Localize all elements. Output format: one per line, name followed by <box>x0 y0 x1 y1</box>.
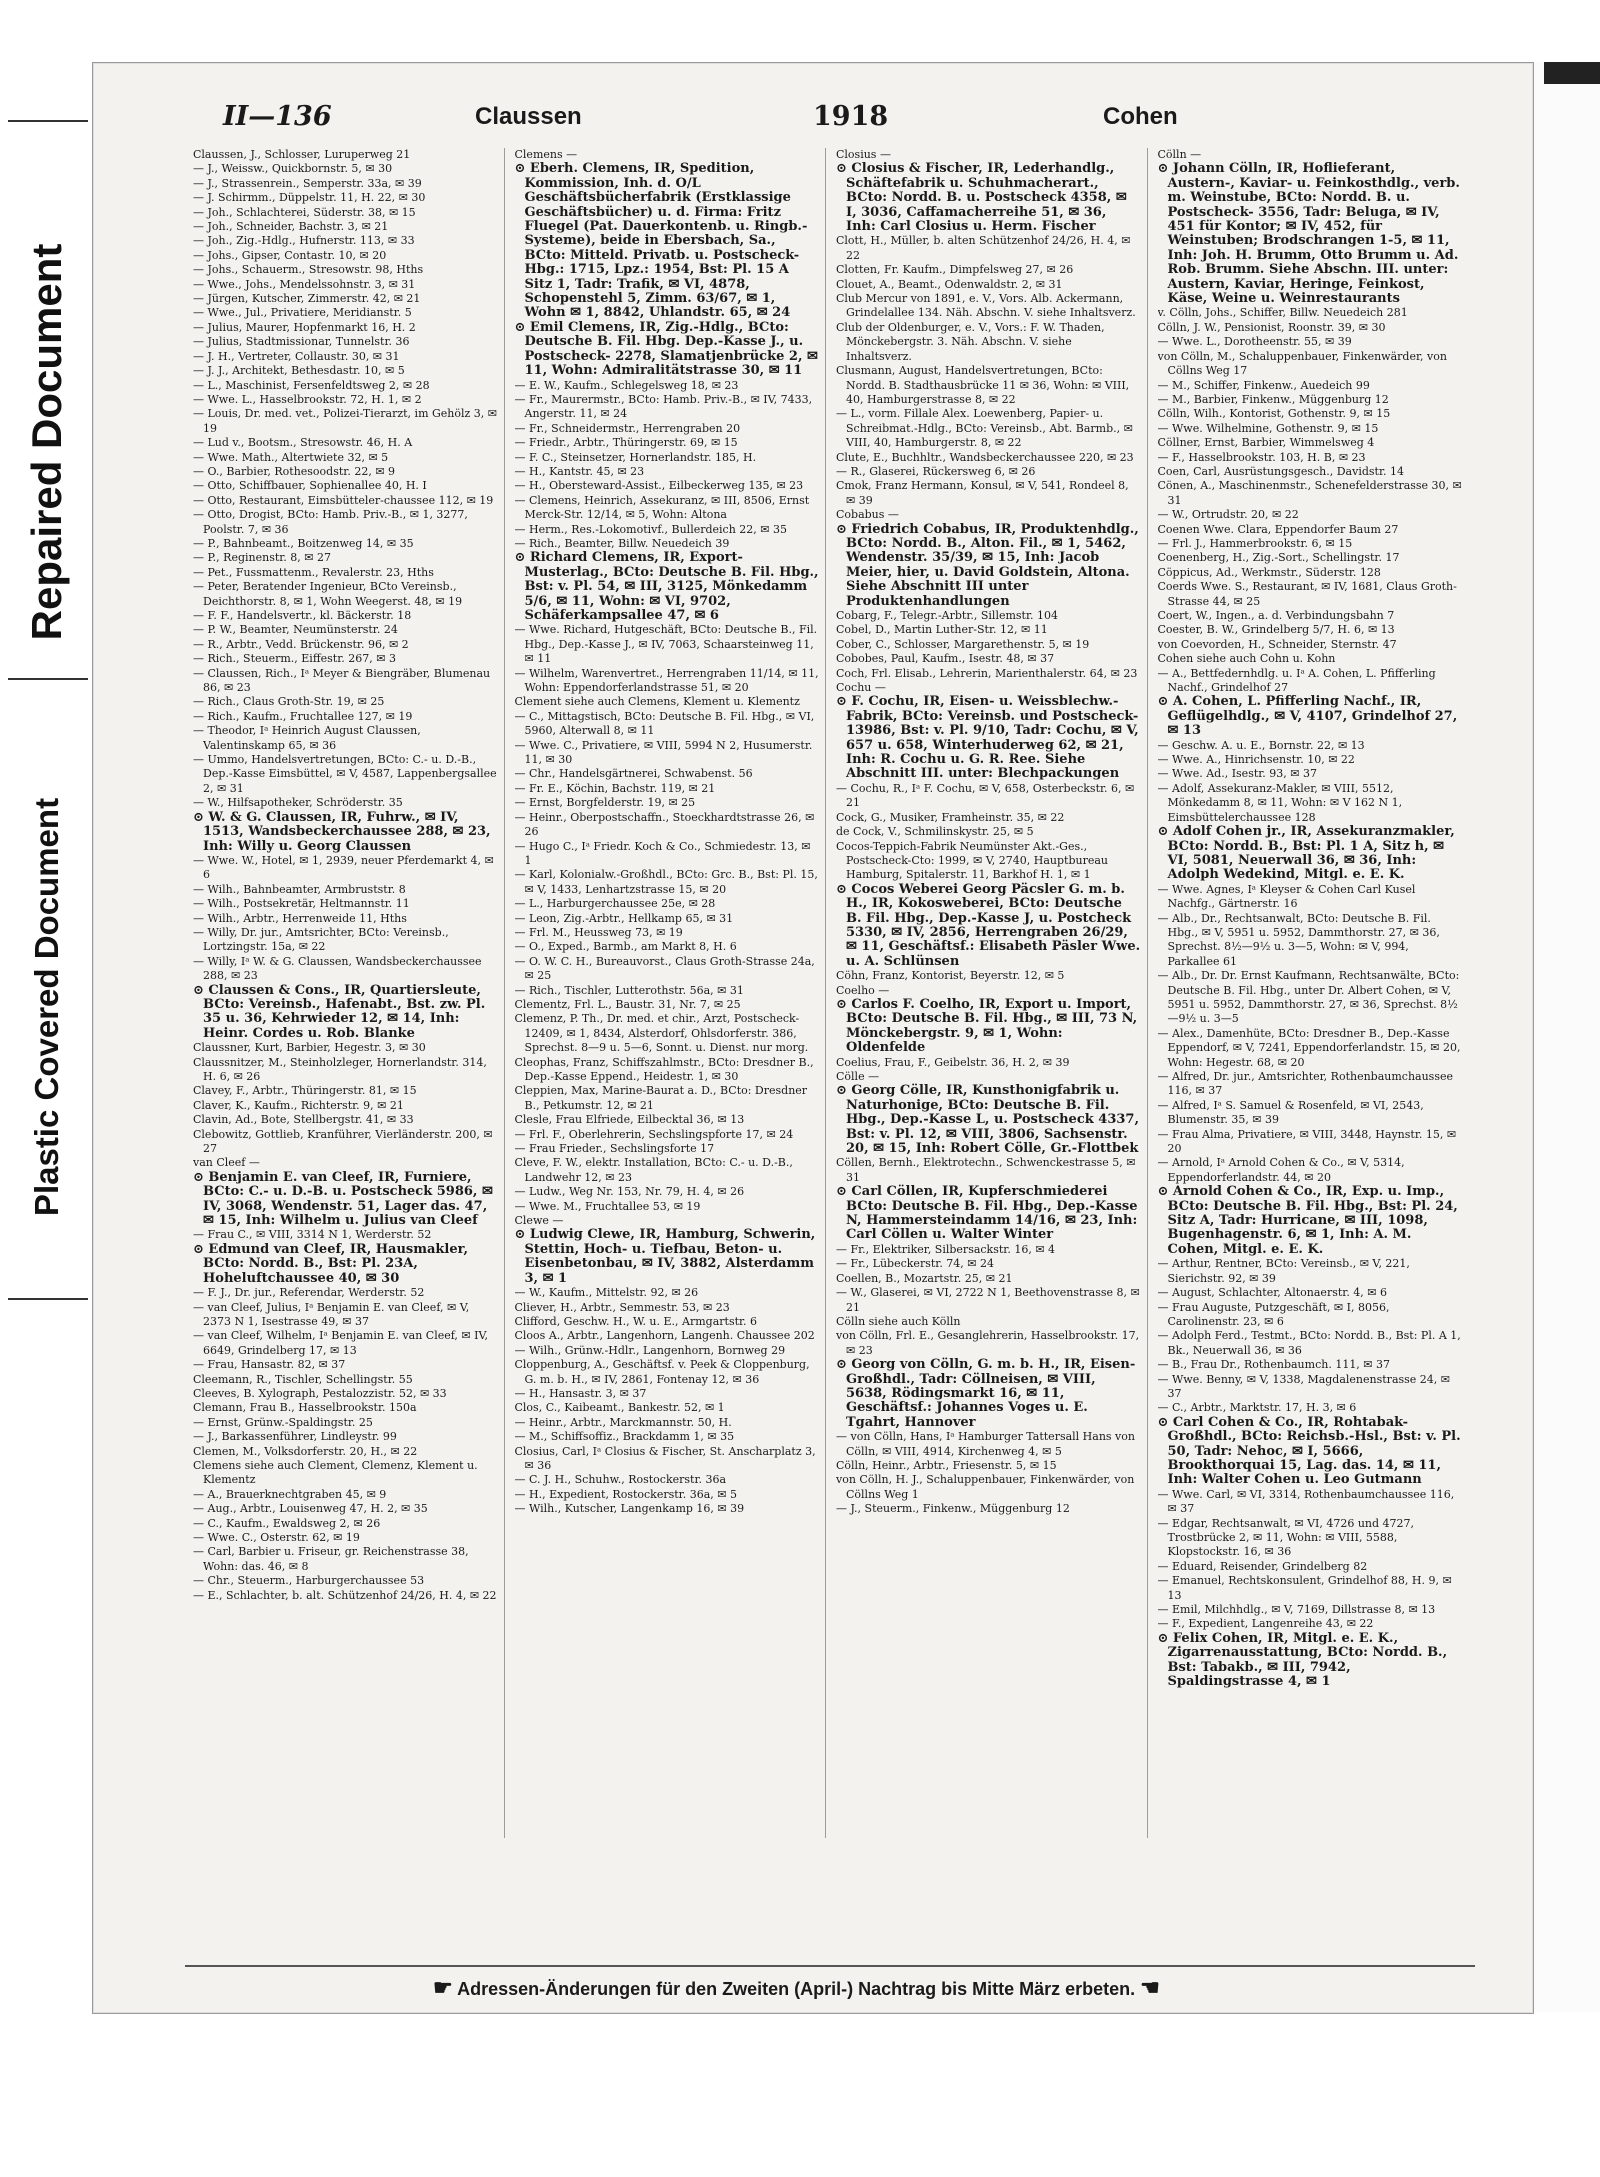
directory-entry: — Joh., Schlachterei, Süderstr. 38, ✉ 15 <box>193 205 416 219</box>
directory-entry: — B., Frau Dr., Rothenbaumch. 111, ✉ 37 <box>1157 1358 1391 1372</box>
directory-entry: Clementz, Frl. L., Baustr. 31, Nr. 7, ✉ 25 <box>514 997 741 1011</box>
directory-entry: — Friedr., Arbtr., Thüringerstr. 69, ✉ 15 <box>514 436 738 450</box>
directory-entry: — Frau C., ✉ VIII, 3314 N 1, Werderstr. 52 <box>193 1228 432 1242</box>
directory-entry: — E. W., Kaufm., Schlegelsweg 18, ✉ 23 <box>514 378 739 392</box>
directory-entry: — F. J., Dr. jur., Referendar, Werderstr. 52 <box>193 1286 425 1300</box>
directory-entry: Claver, K., Kaufm., Richterstr. 9, ✉ 21 <box>193 1098 404 1112</box>
directory-entry: Clavey, F., Arbtr., Thüringerstr. 81, ✉ 15 <box>193 1084 417 1098</box>
directory-columns <box>193 148 1468 1838</box>
directory-entry: — Pet., Fussmattenm., Revalerstr. 23, Hths <box>193 565 434 579</box>
directory-entry: Cober, C., Schlosser, Margarethenstr. 5, ✉ 19 <box>836 637 1090 651</box>
directory-entry: — Wwe., Johs., Mendelssohnstr. 3, ✉ 31 <box>193 277 416 291</box>
directory-entry: ⊙ Carl Cöllen, IR, Kupferschmiederei BCto: Deutsche B. Fil. Hbg., Dep.-Kasse N, Hammersteindamm 14/16, ✉ 23, Inh: Carl Cöllen u. Walter Winter <box>836 1184 1138 1243</box>
directory-entry: Cock, G., Musiker, Framheinstr. 35, ✉ 22 <box>836 810 1065 824</box>
directory-entry: — H., Kantstr. 45, ✉ 23 <box>514 464 645 478</box>
footer-notice <box>433 1975 1160 2001</box>
directory-entry: Coester, B. W., Grindelberg 5/7, H. 6, ✉ 13 <box>1157 623 1395 637</box>
directory-entry: Coert, W., Ingen., a. d. Verbindungsbahn 7 <box>1157 609 1395 622</box>
directory-entry: Clebowitz, Gottlieb, Kranführer, Vierländerstr. 200, ✉ 27 <box>193 1127 493 1156</box>
directory-entry: — J. Schirmm., Düppelstr. 11, H. 22, ✉ 30 <box>193 191 426 205</box>
pointing-hand-right-icon: ☛ <box>433 1975 453 2000</box>
directory-entry: Clifford, Geschw. H., W. u. E., Armgartstr. 6 <box>514 1314 758 1328</box>
directory-entry: — Wwe., Jul., Privatiere, Meridianstr. 5 <box>193 306 412 320</box>
directory-entry: ⊙ Cocos Weberei Georg Päcsler G. m. b. H., IR, Kokosweberei, BCto: Deutsche B. Fil. Hbg., Dep.-Kasse J, u. Postcheck 5330, ✉ IV, 2856, Herrengraben 26/29, ✉ 11, Geschäftsf.: Elisabeth Päsler Wwe. u. A. Schlünsen <box>836 881 1141 969</box>
directory-entry: ⊙ Carlos F. Coelho, IR, Export u. Import, BCto: Deutsche B. Fil. Hbg., ✉ III, 73 N, Mönckebergstr. 9, ✉ 1, Wohn: Oldenfelde <box>836 996 1138 1056</box>
directory-entry: — Heinr., Arbtr., Marckmannstr. 50, H. <box>514 1415 732 1429</box>
directory-entry: — Arnold, Iᵃ Arnold Cohen & Co., ✉ V, 5314, Eppendorferlandstr. 44, ✉ 20 <box>1157 1156 1405 1184</box>
directory-entry: — J. J., Architekt, Bethesdastr. 10, ✉ 5 <box>193 364 405 378</box>
footer-rule <box>185 1965 1475 1967</box>
directory-entry: — J., Barkassenführer, Lindleystr. 99 <box>193 1430 397 1444</box>
directory-entry: — Emanuel, Rechtskonsulent, Grindelhof 88, H. 9, ✉ 13 <box>1157 1574 1452 1602</box>
directory-entry: ⊙ Benjamin E. van Cleef, IR, Furniere, BCto: C.- u. D.-B. u. Postscheck 5986, ✉ IV, 3068, Wendenstr. 51, Lager das. 47, ✉ 15, Inh: Wilhelm u. Julius van Cleef <box>193 1169 493 1229</box>
directory-entry: — Wilh., Postsekretär, Heltmannstr. 11 <box>193 897 410 911</box>
directory-entry: — Ludw., Weg Nr. 153, Nr. 79, H. 4, ✉ 26 <box>514 1185 745 1199</box>
directory-entry: Cölln, Heinr., Arbtr., Friesenstr. 5, ✉ 15 <box>836 1458 1057 1472</box>
directory-entry: van Cleef — <box>193 1156 260 1170</box>
directory-entry: Cliever, H., Arbtr., Semmestr. 53, ✉ 23 <box>514 1300 730 1314</box>
directory-entry: — Rich., Claus Groth-Str. 19, ✉ 25 <box>193 695 385 709</box>
directory-entry: — Eduard, Reisender, Grindelberg 82 <box>1157 1559 1368 1573</box>
header-year: 1918 <box>813 101 889 132</box>
directory-entry: Clouet, A., Beamt., Odenwaldstr. 2, ✉ 31 <box>836 277 1063 291</box>
footer-text: Adressen-Änderungen für den Zweiten (April-) Nachtrag bis Mitte März erbeten. <box>457 1979 1136 1999</box>
directory-entry: — Rich., Beamter, Billw. Neuedeich 39 <box>514 536 730 550</box>
directory-entry: — Fr., Elektriker, Silbersackstr. 16, ✉ 4 <box>836 1242 1056 1256</box>
directory-entry: Cöllner, Ernst, Barbier, Wimmelsweg 4 <box>1157 436 1375 450</box>
directory-entry: Cleemann, R., Tischler, Schellingstr. 55 <box>193 1372 413 1386</box>
directory-entry: Claussen, J., Schlosser, Luruperweg 21 <box>193 148 411 161</box>
directory-entry: von Cölln, H. J., Schaluppenbauer, Finkenwärder, von Cöllns Weg 1 <box>836 1473 1135 1501</box>
directory-entry: — Fr. E., Köchin, Bachstr. 119, ✉ 21 <box>514 781 716 795</box>
directory-entry: Closius — <box>836 148 891 161</box>
directory-entry: — Fr., Lübeckerstr. 74, ✉ 24 <box>836 1257 995 1271</box>
directory-entry: — R., Arbtr., Vedd. Brückenstr. 96, ✉ 2 <box>193 637 409 651</box>
directory-entry: Clemenz, P. Th., Dr. med. et chir., Arzt, Postscheck- 12409, ✉ 1, 8434, Alsterdorf, Ohlsdorferstr. 386, Sprechst. 8—9 u. 5—6, Sonnt. u. Dienst. nur morg. <box>514 1012 809 1055</box>
directory-entry: Clavin, Ad., Bote, Stellbergstr. 41, ✉ 33 <box>193 1113 414 1127</box>
directory-entry: Cmok, Franz Hermann, Konsul, ✉ V, 541, Rondeel 8, ✉ 39 <box>836 479 1129 507</box>
directory-entry: — W., Hilfsapotheker, Schröderstr. 35 <box>193 796 403 810</box>
directory-entry: — Theodor, Iᵃ Heinrich August Claussen, Valentinskamp 65, ✉ 36 <box>193 724 421 752</box>
directory-entry: — Wwe. C., Privatiere, ✉ VIII, 5994 N 2, Husumerstr. 11, ✉ 30 <box>514 738 813 767</box>
directory-entry: — Aug., Arbtr., Louisenweg 47, H. 2, ✉ 35 <box>193 1502 428 1516</box>
directory-entry: — Wwe. Math., Altertwiete 32, ✉ 5 <box>193 450 389 464</box>
directory-entry: — F. F., Handelsvertr., kl. Bäckerstr. 18 <box>193 609 412 622</box>
directory-entry: — C., Mittagstisch, BCto: Deutsche B. Fil. Hbg., ✉ VI, 5960, Alterwall 8, ✉ 11 <box>514 709 815 738</box>
directory-entry: — Otto, Drogist, BCto: Hamb. Priv.-B., ✉ 1, 3277, Poolstr. 7, ✉ 36 <box>193 508 468 536</box>
directory-entry: — Willy, Iᵃ W. & G. Claussen, Wandsbeckerchaussee 288, ✉ 23 <box>193 954 482 983</box>
directory-entry: — Louis, Dr. med. vet., Polizei-Tierarzt, im Gehölz 3, ✉ 19 <box>193 407 498 435</box>
directory-entry: — Wwe. Benny, ✉ V, 1338, Magdalenenstrasse 24, ✉ 37 <box>1157 1372 1450 1400</box>
directory-entry: Cobabus — <box>836 508 899 522</box>
directory-entry: — Wwe. L., Dorotheenstr. 55, ✉ 39 <box>1157 335 1352 349</box>
directory-entry: Club der Oldenburger, e. V., Vors.: F. W. Thaden, Mönckebergstr. 3. Näh. Abschn. V. siehe Inhaltsverz. <box>836 320 1105 363</box>
directory-entry: — Rich., Tischler, Lutterothstr. 56a, ✉ 31 <box>514 983 744 997</box>
directory-entry: — O. W. C. H., Bureauvorst., Claus Groth-Strasse 24a, ✉ 25 <box>514 954 815 983</box>
directory-entry: ⊙ Friedrich Cobabus, IR, Produktenhdlg., BCto: Nordd. B., Alton. Fil., ✉ 1, 5462, Wendenstr. 35/39, ✉ 15, Inh: Jacob Meier, hier, u. David Goldstein, Altona. Siehe Abschnitt III unter Produktenhandlungen <box>836 521 1139 609</box>
directory-entry: Clute, E., Buchhltr., Wandsbeckerchaussee 220, ✉ 23 <box>836 450 1134 464</box>
directory-entry: — M., Barbier, Finkenw., Müggenburg 12 <box>1157 392 1389 406</box>
directory-entry: ⊙ Adolf Cohen jr., IR, Assekuranzmakler, BCto: Nordd. B., Bst: Pl. 1 A, Sitz h, ✉ VI, 5081, Neuerwall 36, ✉ 36, Inh: Adolph Wedekind, Mitgl. e. E. K. <box>1157 824 1455 883</box>
directory-entry: — Alex., Damenhüte, BCto: Dresdner B., Dep.-Kasse Eppendorf, ✉ V, 7241, Eppendorferlandstr. 15, ✉ 20, Wohn: Hegestr. 68, ✉ 20 <box>1157 1026 1461 1069</box>
directory-entry: — van Cleef, Wilhelm, Iᵃ Benjamin E. van Cleef, ✉ IV, 6649, Grindelberg 17, ✉ 13 <box>193 1329 489 1357</box>
directory-entry: — Otto, Restaurant, Eimsbütteler-chaussee 112, ✉ 19 <box>193 493 494 507</box>
directory-entry: — Clemens, Heinrich, Assekuranz, ✉ III, 8506, Ernst Merck-Str. 12/14, ✉ 5, Wohn: Altona <box>514 493 810 522</box>
directory-entry: — C., Kaufm., Ewaldsweg 2, ✉ 26 <box>193 1516 381 1530</box>
directory-entry: — Edgar, Rechtsanwalt, ✉ VI, 4726 und 4727, Trostbrücke 2, ✉ 11, Wohn: ✉ VIII, 5588, Klopstockstr. 16, ✉ 36 <box>1157 1516 1415 1559</box>
directory-entry: — Frau Alma, Privatiere, ✉ VIII, 3448, Haynstr. 15, ✉ 20 <box>1157 1127 1457 1156</box>
page-content <box>113 93 1513 2000</box>
directory-entry: — Julius, Stadtmissionar, Tunnelstr. 36 <box>193 335 410 349</box>
directory-entry: ⊙ Arnold Cohen & Co., IR, Exp. u. Imp., BCto: Deutsche B. Fil. Hbg., Bst: Pl. 24, Sitz A, Tadr: Hurricane, ✉ III, 1098, Bugenhagenstr. 6, ✉ 1, Inh: A. M. Cohen, Mitgl. e. E. K. <box>1157 1184 1458 1257</box>
page-number: II—136 <box>223 101 332 132</box>
directory-entry: von Cölln, M., Schaluppenbauer, Finkenwärder, von Cöllns Weg 17 <box>1157 349 1447 378</box>
directory-entry: — Willy, Dr. jur., Amtsrichter, BCto: Vereinsb., Lortzingstr. 15a, ✉ 22 <box>193 925 449 954</box>
directory-entry: Cocos-Teppich-Fabrik Neumünster Akt.-Ges., Postscheck-Cto: 1999, ✉ V, 2740, Hauptbureau Hamburg, Spitalerstr. 11, Barkhof H. 1, ✉ 1 <box>836 839 1108 882</box>
directory-entry: — Wwe. Ad., Isestr. 93, ✉ 37 <box>1157 767 1318 781</box>
directory-column <box>836 148 1148 1838</box>
directory-entry: Closius, Carl, Iᵃ Closius & Fischer, St. Anscharplatz 3, ✉ 36 <box>514 1444 816 1472</box>
directory-entry: — Johs., Gipser, Contastr. 10, ✉ 20 <box>193 248 387 262</box>
directory-entry: Clemen, M., Volksdorferstr. 20, H., ✉ 22 <box>193 1444 418 1458</box>
pointing-hand-left-icon: ☚ <box>1140 1975 1160 2000</box>
directory-entry: — Wilh., Grünw.-Hdlr., Langenhorn, Bornweg 29 <box>514 1343 786 1357</box>
directory-entry: — Wwe. C., Osterstr. 62, ✉ 19 <box>193 1531 360 1544</box>
directory-entry: v. Cölln, Johs., Schiffer, Billw. Neuedeich 281 <box>1157 306 1408 320</box>
directory-entry: Clement siehe auch Clemens, Klement u. Klementz <box>514 695 800 709</box>
directory-entry: de Cock, V., Schmilinskystr. 25, ✉ 5 <box>836 825 1034 839</box>
directory-entry: — L., vorm. Fillale Alex. Loewenberg, Papier- u. Schreibmat.-Hdlg., BCto: Vereinsb., Abt. Barmb., ✉ VIII, 40, Hamburgerstr. 8, ✉ 22 <box>836 407 1133 450</box>
directory-entry: Coch, Frl. Elisab., Lehrerin, Marienthalerstr. 64, ✉ 23 <box>836 666 1138 680</box>
directory-entry: — Ernst, Grünw.-Spaldingstr. 25 <box>193 1415 373 1429</box>
directory-entry: — Rich., Steuerm., Eiffestr. 267, ✉ 3 <box>193 652 396 666</box>
directory-entry: — Alfred, Iᵃ S. Samuel & Rosenfeld, ✉ VI, 2543, Blumenstr. 35, ✉ 39 <box>1157 1098 1424 1127</box>
directory-entry: Cloppenburg, A., Geschäftsf. v. Peek & Cloppenburg, G. m. b. H., ✉ IV, 2861, Fontenay 12, ✉ 36 <box>514 1358 810 1386</box>
directory-entry: Coelho — <box>836 983 890 997</box>
directory-entry: ⊙ Eberh. Clemens, IR, Spedition, Kommission, Inh. d. O/L Geschäftsbücherfabrik (Erstklassige Geschäftsbücher) u. d. Firma: Fritz Fluegel (Pat. Dauerkontenb. u. Ringb.-Systeme), beide in Ebersbach, Sa., BCto: Mitteld. Privatb. u. Postscheck-Hbg.: 1715, Lpz.: 1954, Bst: Pl. 15 A Sitz 1, Tadr: Trafik, ✉ VI, 4878, Schopenstehl 5, Zimm. 63/67, ✉ 1, Wohn ✉ 1, 8842, Uhlandstr. 65, ✉ 24 <box>514 161 808 321</box>
directory-column <box>515 148 827 1838</box>
directory-entry: — Joh., Zig.-Hdlg., Hufnerstr. 113, ✉ 33 <box>193 234 415 248</box>
directory-entry: ⊙ Emil Clemens, IR, Zig.-Hdlg., BCto: Deutsche B. Fil. Hbg. Dep.-Kasse J., u. Postscheck- 2278, Slamatjenbrücke 2, ✉ 11, Wohn: Admiralitätstrasse 30, ✉ 11 <box>514 319 818 379</box>
directory-entry: — van Cleef, Julius, Iᵃ Benjamin E. van Cleef, ✉ V, 2373 N 1, Isestrasse 49, ✉ 37 <box>193 1300 470 1328</box>
directory-entry: — Hugo C., Iᵃ Friedr. Koch & Co., Schmiedestr. 13, ✉ 1 <box>514 839 811 867</box>
directory-entry: — Wwe. L., Hasselbrookstr. 72, H. 1, ✉ 2 <box>193 392 422 406</box>
directory-entry: ⊙ W. & G. Claussen, IR, Fuhrw., ✉ IV, 1513, Wandsbeckerchaussee 288, ✉ 23, Inh: Willy u. Georg Claussen <box>193 809 491 854</box>
directory-entry: ⊙ Ludwig Clewe, IR, Hamburg, Schwerin, Stettin, Hoch- u. Tiefbau, Beton- u. Eisenbetonbau, ✉ IV, 3882, Alsterdamm 3, ✉ 1 <box>514 1227 816 1286</box>
directory-entry: — L., Harburgerchaussee 25e, ✉ 28 <box>514 897 716 911</box>
directory-entry: Claussnitzer, M., Steinholzleger, Hornerlandstr. 314, H. 6, ✉ 26 <box>193 1055 487 1083</box>
directory-entry: Cobarg, F., Telegr.-Arbtr., Sillemstr. 104 <box>836 609 1059 622</box>
directory-entry: Cöhn, Franz, Kontorist, Beyerstr. 12, ✉ 5 <box>836 969 1065 983</box>
directory-entry: Cleeves, B. Xylograph, Pestalozzistr. 52, ✉ 33 <box>193 1386 447 1400</box>
directory-entry: — Wilh., Kutscher, Langenkamp 16, ✉ 39 <box>514 1502 745 1516</box>
directory-entry: Cölln, Wilh., Kontorist, Gothenstr. 9, ✉ 15 <box>1157 407 1391 421</box>
directory-entry: — August, Schlachter, Altonaerstr. 4, ✉ 6 <box>1157 1286 1388 1300</box>
directory-entry: — Julius, Maurer, Hopfenmarkt 16, H. 2 <box>193 320 416 334</box>
directory-entry: — Alb., Dr. Dr. Ernst Kaufmann, Rechtsanwälte, BCto: Deutsche B. Fil. Hbg., unter Dr. Albert Cohen, ✉ V, 5951 u. 5952, Dammthorstr. 27, ✉ 36, Sprechst. 8½—9½ u. 3—5 <box>1157 969 1460 1026</box>
directory-column <box>193 148 505 1838</box>
directory-entry: Cölle — <box>836 1070 880 1083</box>
binding-mark <box>1544 62 1600 84</box>
directory-entry: — H., Expedient, Rostockerstr. 36a, ✉ 5 <box>514 1487 737 1501</box>
directory-entry: Cochu — <box>836 681 886 695</box>
directory-entry: ⊙ Johann Cölln, IR, Hoflieferant, Austern-, Kaviar- u. Feinkosthdlg., verb. m. Weinstube, BCto: Nordd. B. u. Postscheck- 3556, Tadr: Beluga, ✉ IV, 451 für Kontor; ✉ IV, 452, für Weinstuben; Brodschrangen 1-5, ✉ 11, Inh: Joh. H. Brumm, Otto Brumm u. Ad. Rob. Brumm. Siehe Abschn. III. unter: Austern, Kaviar, Heringe, Feinkost, Käse, Weine u. Weinrestaurants <box>1157 161 1460 307</box>
directory-entry: Cölln, J. W., Pensionist, Roonstr. 39, ✉ 30 <box>1157 320 1386 334</box>
directory-entry: Cleophas, Franz, Schiffszahlmstr., BCto: Dresdner B., Dep.-Kasse Eppend., Heidestr. 1, ✉ 30 <box>514 1055 814 1083</box>
directory-entry: ⊙ Edmund van Cleef, IR, Hausmakler, BCto: Nordd. B., Bst: Pl. 23A, Hoheluftchaussee 40, ✉ 30 <box>193 1241 469 1286</box>
directory-entry: — Peter, Beratender Ingenieur, BCto Vereinsb., Deichthorstr. 8, ✉ 1, Wohn Weegerst. 48, ✉ 19 <box>193 580 463 608</box>
directory-column <box>1158 148 1469 1838</box>
directory-entry: Coerds Wwe. S., Restaurant, ✉ IV, 1681, Claus Groth-Strasse 44, ✉ 25 <box>1157 580 1457 608</box>
directory-entry: — A., Brauerknechtgraben 45, ✉ 9 <box>193 1487 387 1501</box>
directory-entry: — Fr., Maurermstr., BCto: Hamb. Priv.-B., ✉ IV, 7433, Angerstr. 11, ✉ 24 <box>514 392 813 421</box>
directory-entry: — F., Expedient, Langenreihe 43, ✉ 22 <box>1157 1617 1374 1631</box>
directory-entry: — Chr., Handelsgärtnerei, Schwabenst. 56 <box>514 767 753 781</box>
directory-entry: — Wwe. Richard, Hutgeschäft, BCto: Deutsche B., Fil. Hbg., Dep.-Kasse J., ✉ IV, 7063, Schaarsteinweg 11, ✉ 11 <box>514 623 818 666</box>
directory-entry: — W., Kaufm., Mittelstr. 92, ✉ 26 <box>514 1286 699 1300</box>
directory-entry: ⊙ Richard Clemens, IR, Export-Musterlag., BCto: Deutsche B. Fil. Hbg., Bst: v. Pl. 54, ✉ III, 3125, Mönkedamm 5/6, ✉ 11, Wohn: ✉ VI, 9702, Schäferkampsallee 47, ✉ 6 <box>514 550 819 623</box>
directory-entry: — Cochu, R., Iᵃ F. Cochu, ✉ V, 658, Osterbeckstr. 6, ✉ 21 <box>836 781 1135 810</box>
directory-entry: — J., Strassenrein., Semperstr. 33a, ✉ 39 <box>193 176 422 190</box>
directory-entry: Coenen Wwe. Clara, Eppendorfer Baum 27 <box>1157 522 1399 536</box>
page-header <box>113 93 1483 143</box>
directory-entry: — Carl, Barbier u. Friseur, gr. Reichenstrasse 38, Wohn: das. 46, ✉ 8 <box>193 1545 469 1573</box>
directory-entry: — H., Obersteward-Assist., Eilbeckerweg 135, ✉ 23 <box>514 479 804 493</box>
directory-entry: — J. H., Vertreter, Collaustr. 30, ✉ 31 <box>193 349 400 363</box>
directory-entry: Clos, C., Kaibeamt., Bankestr. 52, ✉ 1 <box>514 1401 725 1415</box>
directory-entry: — Frau, Hansastr. 82, ✉ 37 <box>193 1358 346 1372</box>
directory-entry: — Chr., Steuerm., Harburgerchaussee 53 <box>193 1574 425 1588</box>
directory-entry: — J., Weissw., Quickbornstr. 5, ✉ 30 <box>193 162 393 176</box>
directory-entry: — P., Reginenstr. 8, ✉ 27 <box>193 551 331 565</box>
directory-entry: — W., Ortrudstr. 20, ✉ 22 <box>1157 508 1299 522</box>
directory-entry: — Ummo, Handelsvertretungen, BCto: C.- u. D.-B., Dep.-Kasse Eimsbüttel, ✉ V, 4587, Lappenbergsallee 2, ✉ 31 <box>193 753 497 795</box>
directory-entry: ⊙ Closius & Fischer, IR, Lederhandlg., Schäftefabrik u. Schuhmacherart., BCto: Nordd. B. u. Postscheck 4358, ✉ I, 3036, Caffamacherreihe 51, ✉ 36, Inh: Carl Closius u. Herm. Fischer <box>836 161 1127 235</box>
directory-entry: — C., Arbtr., Marktstr. 17, H. 3, ✉ 6 <box>1157 1401 1357 1415</box>
directory-entry: — J., Steuerm., Finkenw., Müggenburg 12 <box>836 1502 1070 1516</box>
directory-entry: von Cölln, Frl. E., Gesanglehrerin, Hasselbrookstr. 17, ✉ 23 <box>836 1329 1140 1357</box>
directory-entry: Coenenberg, H., Zig.-Sort., Schellingstr. 17 <box>1157 551 1400 565</box>
directory-entry: Clemens — <box>514 148 578 161</box>
directory-entry: Coellen, B., Mozartstr. 25, ✉ 21 <box>836 1271 1013 1285</box>
directory-entry: Club Mercur von 1891, e. V., Vors. Alb. Ackermann, Grindelallee 134. Näh. Abschn. V. siehe Inhaltsverz. <box>836 292 1136 320</box>
directory-page <box>92 62 1534 2014</box>
directory-entry: — Wwe. Carl, ✉ VI, 3314, Rothenbaumchaussee 116, ✉ 37 <box>1157 1487 1455 1516</box>
directory-entry: Clusmann, August, Handelsvertretungen, BCto: Nordd. B. Stadthausbrücke 11 ✉ 36, Wohn: ✉ VIII, 40, Hamburgerstrasse 8, ✉ 22 <box>836 364 1130 406</box>
plastic-covered-label: Plastic Covered Document <box>28 797 65 1217</box>
directory-entry: Cohen siehe auch Cohn u. Kohn <box>1157 652 1336 666</box>
directory-entry: — von Cölln, Hans, Iᵃ Hamburger Tattersall Hans von Cölln, ✉ VIII, 4914, Kirchenweg 4, ✉ 5 <box>836 1430 1135 1458</box>
directory-entry: — H., Hansastr. 3, ✉ 37 <box>514 1386 647 1400</box>
directory-entry: — Leon, Zig.-Arbtr., Hellkamp 65, ✉ 31 <box>514 911 734 925</box>
directory-entry: — Claussen, Rich., Iᵃ Meyer & Biengräber, Blumenau 86, ✉ 23 <box>193 666 491 695</box>
directory-entry: — Wwe. W., Hotel, ✉ 1, 2939, neuer Pferdemarkt 4, ✉ 6 <box>193 853 494 882</box>
directory-entry: — Johs., Schauerm., Stresowstr. 98, Hths <box>193 263 424 277</box>
directory-entry: — Wwe. Agnes, Iᵃ Kleyser & Cohen Carl Kusel Nachfg., Gärtnerstr. 16 <box>1157 882 1416 911</box>
directory-entry: — A., Bettfedernhdlg. u. Iᵃ A. Cohen, L. Pfifferling Nachf., Grindelhof 27 <box>1157 666 1436 695</box>
directory-entry: — Wwe. A., Hinrichsenstr. 10, ✉ 22 <box>1157 753 1355 767</box>
directory-entry: — Frau Auguste, Putzgeschäft, ✉ I, 8056, Carolinenstr. 23, ✉ 6 <box>1157 1300 1390 1328</box>
directory-entry: Coen, Carl, Ausrüstungsgesch., Davidstr. 14 <box>1157 464 1404 478</box>
directory-entry: — Geschw. A. u. E., Bornstr. 22, ✉ 13 <box>1157 738 1365 752</box>
tab-rule-bottom <box>8 1298 88 1300</box>
directory-entry: — Lud v., Bootsm., Stresowstr. 46, H. A <box>193 436 413 450</box>
directory-entry: Clotten, Fr. Kaufm., Dimpfelsweg 27, ✉ 26 <box>836 263 1074 277</box>
directory-entry: ⊙ A. Cohen, L. Pfifferling Nachf., IR, Geflügelhdlg., ✉ V, 4107, Grindelhof 27, ✉ 13 <box>1157 694 1458 739</box>
directory-entry: — Wilh., Bahnbeamter, Armbruststr. 8 <box>193 882 406 896</box>
directory-entry: — Otto, Schiffbauer, Sophienallee 40, H. I <box>193 479 427 493</box>
directory-entry: Clemann, Frau B., Hasselbrookstr. 150a <box>193 1401 417 1415</box>
directory-entry: — M., Schiffer, Finkenw., Auedeich 99 <box>1157 378 1370 392</box>
directory-entry: — Alfred, Dr. jur., Amtsrichter, Rothenbaumchaussee 116, ✉ 37 <box>1157 1070 1453 1098</box>
directory-entry: — Frl. M., Heussweg 73, ✉ 19 <box>514 925 683 939</box>
directory-entry: ⊙ Claussen & Cons., IR, Quartiersleute, BCto: Vereinsb., Hafenabt., Bst. zw. Pl. 35 u. 36, Kehrwieder 12, ✉ 14, Inh: Heinr. Cordes u. Rob. Blanke <box>193 982 486 1041</box>
directory-entry: ⊙ Georg von Cölln, G. m. b. H., IR, Eisen-Großhdl., Tadr: Cöllneisen, ✉ VIII, 5638, Rödingsmarkt 16, ✉ 11, Geschäftsf.: Johannes Voges u. E. Tgahrt, Hannover <box>836 1357 1136 1430</box>
directory-entry: — M., Schiffsoffiz., Brackdamm 1, ✉ 35 <box>514 1430 735 1444</box>
directory-entry: — Wilhelm, Warenvertret., Herrengraben 11/14, ✉ 11, Wohn: Eppendorferlandstrasse 51, ✉ 20 <box>514 666 819 695</box>
header-last-entry: Cohen <box>1103 103 1178 130</box>
directory-entry: — P. W., Beamter, Neumünsterstr. 24 <box>193 623 398 637</box>
directory-entry: — O., Barbier, Rothesoodstr. 22, ✉ 9 <box>193 464 396 478</box>
directory-entry: — Arthur, Rentner, BCto: Vereinsb., ✉ V, 221, Sierichstr. 92, ✉ 39 <box>1157 1257 1410 1285</box>
directory-entry: — Adolph Ferd., Testmt., BCto: Nordd. B., Bst: Pl. A 1, Bk., Neuerwall 36, ✉ 36 <box>1157 1329 1461 1357</box>
directory-entry: Clewe — <box>514 1214 564 1228</box>
directory-entry: — F. C., Steinsetzer, Hornerlandstr. 185, H. <box>514 450 757 464</box>
directory-entry: — Ernst, Borgfelderstr. 19, ✉ 25 <box>514 796 696 810</box>
directory-entry: Cleppien, Max, Marine-Baurat a. D., BCto: Dresdner B., Petkumstr. 12, ✉ 21 <box>514 1084 808 1112</box>
directory-entry: Cöllen, Bernh., Elektrotechn., Schwenckestrasse 5, ✉ 31 <box>836 1156 1136 1184</box>
directory-entry: Clott, H., Müller, b. alten Schützenhof 24/26, H. 4, ✉ 22 <box>836 234 1131 262</box>
directory-entry: Cobel, D., Martin Luther-Str. 12, ✉ 11 <box>836 623 1048 637</box>
directory-entry: — Fr., Schneidermstr., Herrengraben 20 <box>514 421 741 435</box>
directory-entry: Clemens siehe auch Clement, Clemenz, Klement u. Klementz <box>193 1458 478 1487</box>
directory-entry: Cönen, A., Maschinenmstr., Schenefelderstrasse 30, ✉ 31 <box>1157 479 1462 507</box>
directory-entry: von Coevorden, H., Schneider, Sternstr. 47 <box>1157 637 1397 651</box>
directory-entry: Cölln siehe auch Kölln <box>836 1314 961 1328</box>
tab-rule-middle <box>8 678 88 680</box>
directory-entry: — F., Hasselbrookstr. 103, H. B, ✉ 23 <box>1157 450 1366 464</box>
directory-entry: — Wilh., Arbtr., Herrenweide 11, Hths <box>193 911 407 925</box>
directory-entry: — Joh., Schneider, Bachstr. 3, ✉ 21 <box>193 220 389 234</box>
directory-entry: — W., Glaserei, ✉ VI, 2722 N 1, Beethovenstrasse 8, ✉ 21 <box>836 1286 1140 1314</box>
directory-entry: — Rich., Kaufm., Fruchtallee 127, ✉ 19 <box>193 709 413 723</box>
directory-entry: — Adolf, Assekuranz-Makler, ✉ VIII, 5512, Mönkedamm 8, ✉ 11, Wohn: ✉ V 162 N 1, Eimsbüttelerchaussee 128 <box>1157 781 1403 824</box>
directory-entry: Cobobes, Paul, Kaufm., Isestr. 48, ✉ 37 <box>836 652 1055 666</box>
directory-entry: — R., Glaserei, Rückersweg 6, ✉ 26 <box>836 464 1036 478</box>
header-first-entry: Claussen <box>475 103 582 130</box>
directory-entry: — Frau Frieder., Sechslingsforte 17 <box>514 1142 715 1156</box>
directory-entry: — O., Exped., Barmb., am Markt 8, H. 6 <box>514 940 737 954</box>
directory-entry: — Frl. J., Hammerbrookstr. 6, ✉ 15 <box>1157 536 1353 550</box>
directory-entry: ⊙ F. Cochu, IR, Eisen- u. Weissblechw.-Fabrik, BCto: Vereinsb. und Postscheck- 13986, Bst: v. Pl. 9/10, Tadr: Cochu, ✉ V, 657 u. 658, Winterhuderweg 62, ✉ 21, Inh: R. Cochu u. G. R. Ree. Siehe Abschnitt III. unter: Blechpackungen <box>836 694 1139 782</box>
directory-entry: — Wwe. Wilhelmine, Gothenstr. 9, ✉ 15 <box>1157 421 1379 435</box>
directory-entry: — Wwe. M., Fruchtallee 53, ✉ 19 <box>514 1199 701 1213</box>
directory-entry: — Frl. F., Oberlehrerin, Sechslingspforte 17, ✉ 24 <box>514 1127 794 1141</box>
directory-entry: ⊙ Georg Cölle, IR, Kunsthonigfabrik u. Naturhonige, BCto: Deutsche B. Fil. Hbg., Dep.-Kasse L, u. Postscheck 4337, Bst: v. Pl. 12, ✉ VIII, 3806, Sachsenstr. 20, ✉ 15, Inh: Robert Cölle, Gr.-Flottbek <box>836 1083 1139 1157</box>
directory-entry: Cöppicus, Ad., Werkmstr., Süderstr. 128 <box>1157 565 1381 579</box>
directory-entry: — E., Schlachter, b. alt. Schützenhof 24/26, H. 4, ✉ 22 <box>193 1588 497 1602</box>
directory-entry: — Herm., Res.-Lokomotivf., Bullerdeich 22, ✉ 35 <box>514 522 788 536</box>
directory-entry: — Karl, Kolonialw.-Großhdl., BCto: Grc. B., Bst: Pl. 15, ✉ V, 1433, Lenhartzstrasse 15, ✉ 20 <box>514 868 818 896</box>
directory-entry: — Alb., Dr., Rechtsanwalt, BCto: Deutsche B. Fil. Hbg., ✉ V, 5951 u. 5952, Dammthorstr. 27, ✉ 36, Sprechst. 8½—9½ u. 3—5, Wohn: ✉ V, 994, Parkallee 61 <box>1157 911 1440 968</box>
directory-entry: Cleve, F. W., elektr. Installation, BCto: C.- u. D.-B., Landwehr 12, ✉ 23 <box>514 1156 793 1184</box>
directory-entry: Clesle, Frau Elfriede, Eilbecktal 36, ✉ 13 <box>514 1113 745 1127</box>
repaired-document-label: Repaired Document <box>23 243 70 641</box>
directory-entry: Cölln — <box>1157 148 1202 161</box>
adjacent-page-edge <box>1534 62 1600 2012</box>
directory-entry: Coelius, Frau, F., Geibelstr. 36, H. 2, ✉ 39 <box>836 1055 1070 1069</box>
directory-entry: ⊙ Carl Cohen & Co., IR, Rohtabak-Großhdl., BCto: Reichsb.-Hsl., Bst: v. Pl. 50, Tadr: Nehoc, ✉ I, 5666, Brookthorquai 15, Lag. das. 14, ✉ 11, Inh: Walter Cohen u. Leo Gutmann <box>1157 1414 1461 1488</box>
directory-entry: — P., Bahnbeamt., Boitzenweg 14, ✉ 35 <box>193 536 414 550</box>
tab-rule-top <box>8 120 88 122</box>
directory-entry: — C. J. H., Schuhw., Rostockerstr. 36a <box>514 1473 727 1487</box>
directory-entry: — Jürgen, Kutscher, Zimmerstr. 42, ✉ 21 <box>193 292 421 306</box>
directory-entry: — L., Maschinist, Fersenfeldtsweg 2, ✉ 28 <box>193 378 430 392</box>
directory-entry: ⊙ Felix Cohen, IR, Mitgl. e. E. K., Zigarrenausstattung, BCto: Nordd. B., Bst: Tabakb., ✉ III, 7942, Spaldingstrasse 4, ✉ 1 <box>1157 1630 1448 1690</box>
side-tab <box>0 118 94 1303</box>
directory-entry: Cloos A., Arbtr., Langenhorn, Langenh. Chaussee 202 <box>514 1329 815 1343</box>
directory-entry: — Emil, Milchhdlg., ✉ V, 7169, Dillstrasse 8, ✉ 13 <box>1157 1603 1436 1617</box>
directory-entry: — Heinr., Oberpostschaffn., Stoeckhardtstrasse 26, ✉ 26 <box>514 810 815 839</box>
directory-entry: Claussner, Kurt, Barbier, Hegestr. 3, ✉ 30 <box>193 1041 426 1055</box>
